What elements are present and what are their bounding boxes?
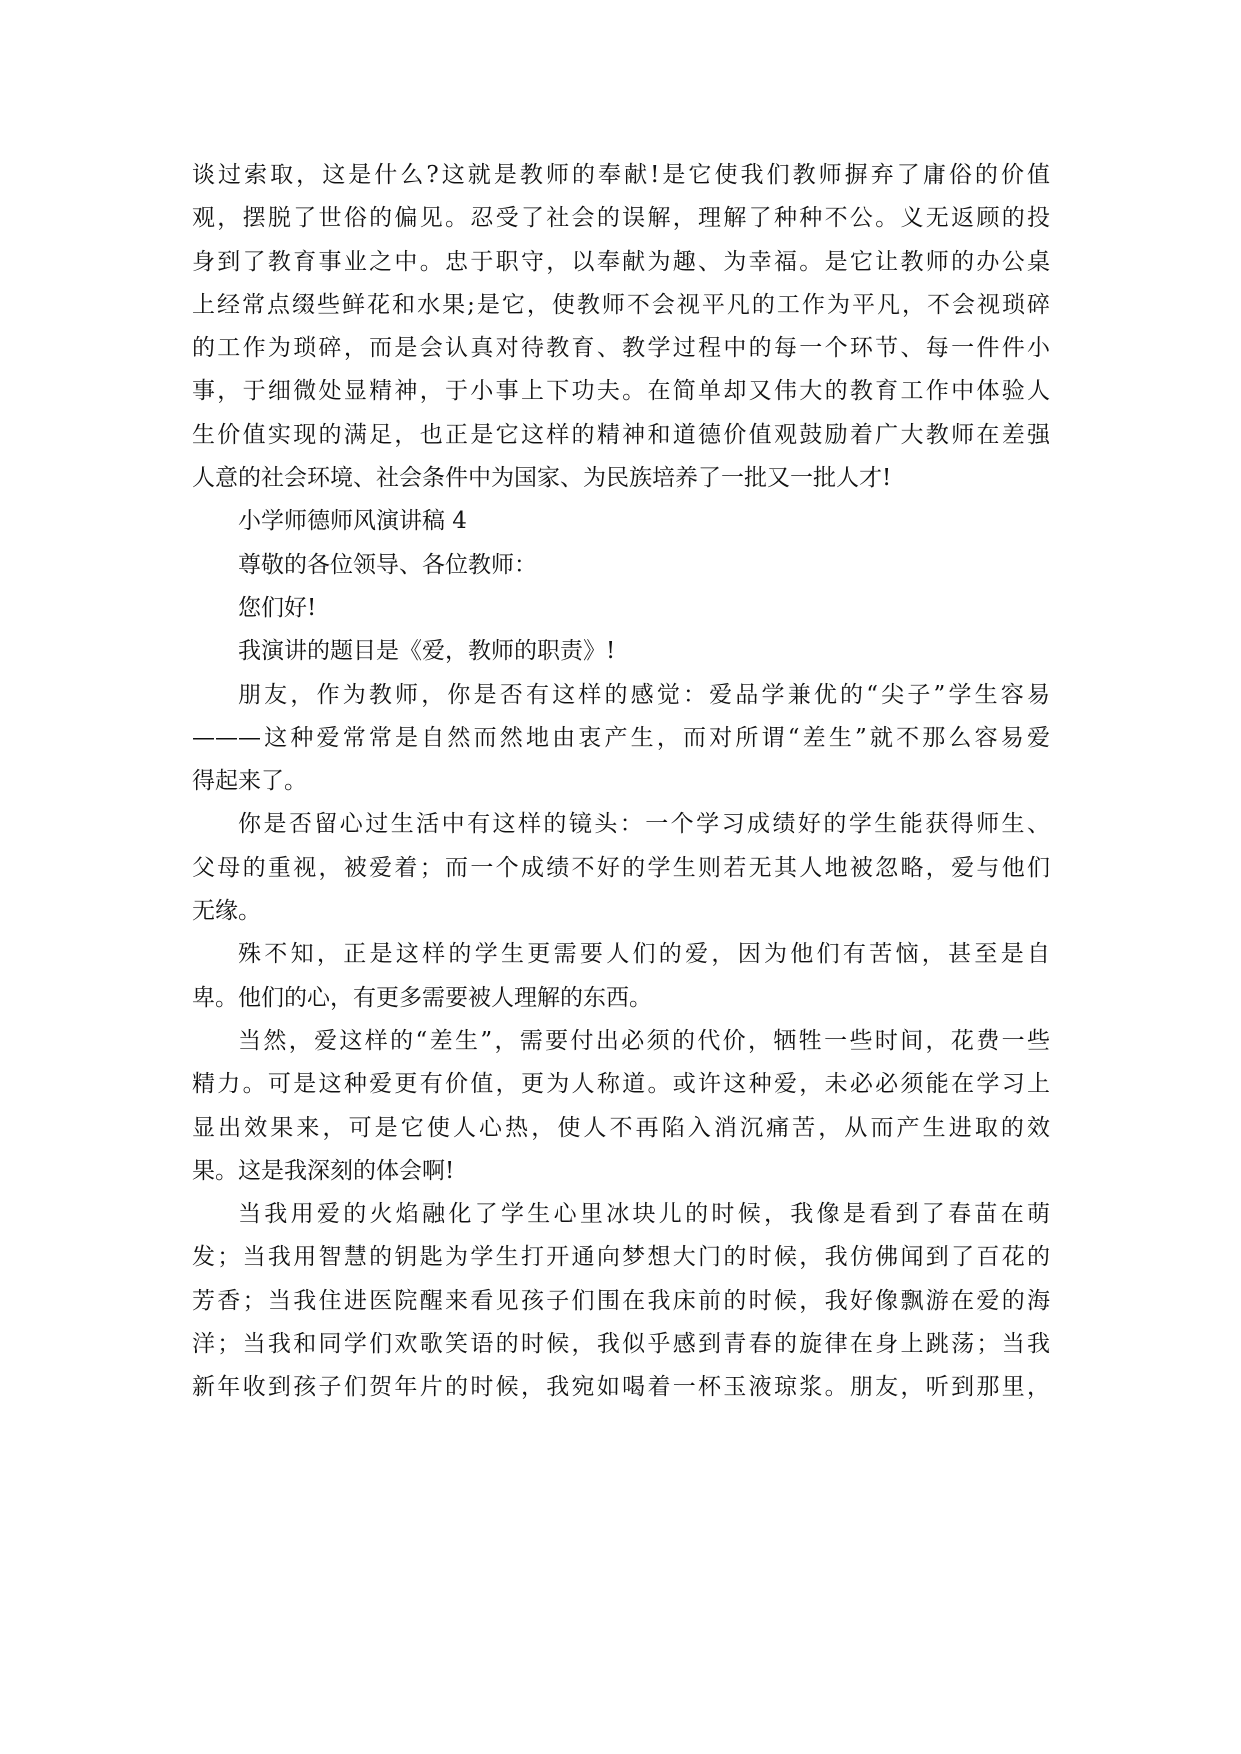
text-line: 事，于细微处显精神，于小事上下功夫。在简单却又伟大的教育工作中体验人 — [192, 378, 1050, 405]
text-line: 你是否留心过生活中有这样的镜头：一个学习成绩好的学生能获得师生、 — [238, 811, 1050, 838]
text-line: 果。这是我深刻的体会啊! — [192, 1157, 455, 1184]
text-line: 无缘。 — [192, 898, 261, 925]
text-line: 的工作为琐碎，而是会认真对待教育、教学过程中的每一个环节、每一件件小 — [192, 335, 1050, 362]
text-line: 得起来了。 — [192, 768, 307, 795]
text-line: 当然，爱这样的“差生”，需要付出必须的代价，牺牲一些时间，花费一些 — [238, 1027, 1050, 1054]
text-line: 观，摆脱了世俗的偏见。忍受了社会的误解，理解了种种不公。义无返顾的投 — [192, 205, 1050, 232]
text-line: 殊不知，正是这样的学生更需要人们的爱，因为他们有苦恼，甚至是自 — [238, 941, 1050, 968]
text-line: 我演讲的题目是《爱，教师的职责》! — [238, 638, 616, 665]
document-body — [192, 154, 1062, 1410]
text-line: 芳香；当我住进医院醒来看见孩子们围在我床前的时候，我好像飘游在爱的海 — [192, 1287, 1050, 1314]
text-line: 发；当我用智慧的钥匙为学生打开通向梦想大门的时候，我仿佛闻到了百花的 — [192, 1244, 1050, 1271]
text-line: 身到了教育事业之中。忠于职守，以奉献为趣、为幸福。是它让教师的办公桌 — [192, 248, 1050, 275]
text-line: 尊敬的各位领导、各位教师： — [238, 551, 537, 578]
text-line: 显出效果来，可是它使人心热，使人不再陷入消沉痛苦，从而产生进取的效 — [192, 1114, 1050, 1141]
text-line: 父母的重视，被爱着；而一个成绩不好的学生则若无其人地被忽略，爱与他们 — [192, 854, 1050, 881]
text-line: 朋友，作为教师，你是否有这样的感觉：爱品学兼优的“尖子”学生容易 — [238, 681, 1050, 708]
text-line: ———这种爱常常是自然而然地由衷产生，而对所谓“差生”就不那么容易爱 — [192, 724, 1050, 751]
text-line: 您们好! — [238, 594, 317, 621]
text-line: 当我用爱的火焰融化了学生心里冰块儿的时候，我像是看到了春苗在萌 — [238, 1201, 1050, 1228]
text-line: 精力。可是这种爱更有价值，更为人称道。或许这种爱，未必必须能在学习上 — [192, 1071, 1050, 1098]
text-line: 生价值实现的满足，也正是它这样的精神和道德价值观鼓励着广大教师在差强 — [192, 421, 1050, 448]
text-line: 小学师德师风演讲稿 4 — [238, 508, 467, 535]
text-line: 谈过索取，这是什么?这就是教师的奉献!是它使我们教师摒弃了庸俗的价值 — [192, 162, 1050, 188]
text-line: 洋；当我和同学们欢歌笑语的时候，我似乎感到青春的旋律在身上跳荡；当我 — [192, 1331, 1050, 1358]
text-line: 卑。他们的心，有更多需要被人理解的东西。 — [192, 984, 652, 1011]
text-line: 人意的社会环境、社会条件中为国家、为民族培养了一批又一批人才! — [192, 465, 892, 492]
text-line: 新年收到孩子们贺年片的时候，我宛如喝着一杯玉液琼浆。朋友，听到那里， — [192, 1374, 1050, 1401]
text-line: 上经常点缀些鲜花和水果;是它，使教师不会视平凡的工作为平凡，不会视琐碎 — [192, 291, 1050, 318]
